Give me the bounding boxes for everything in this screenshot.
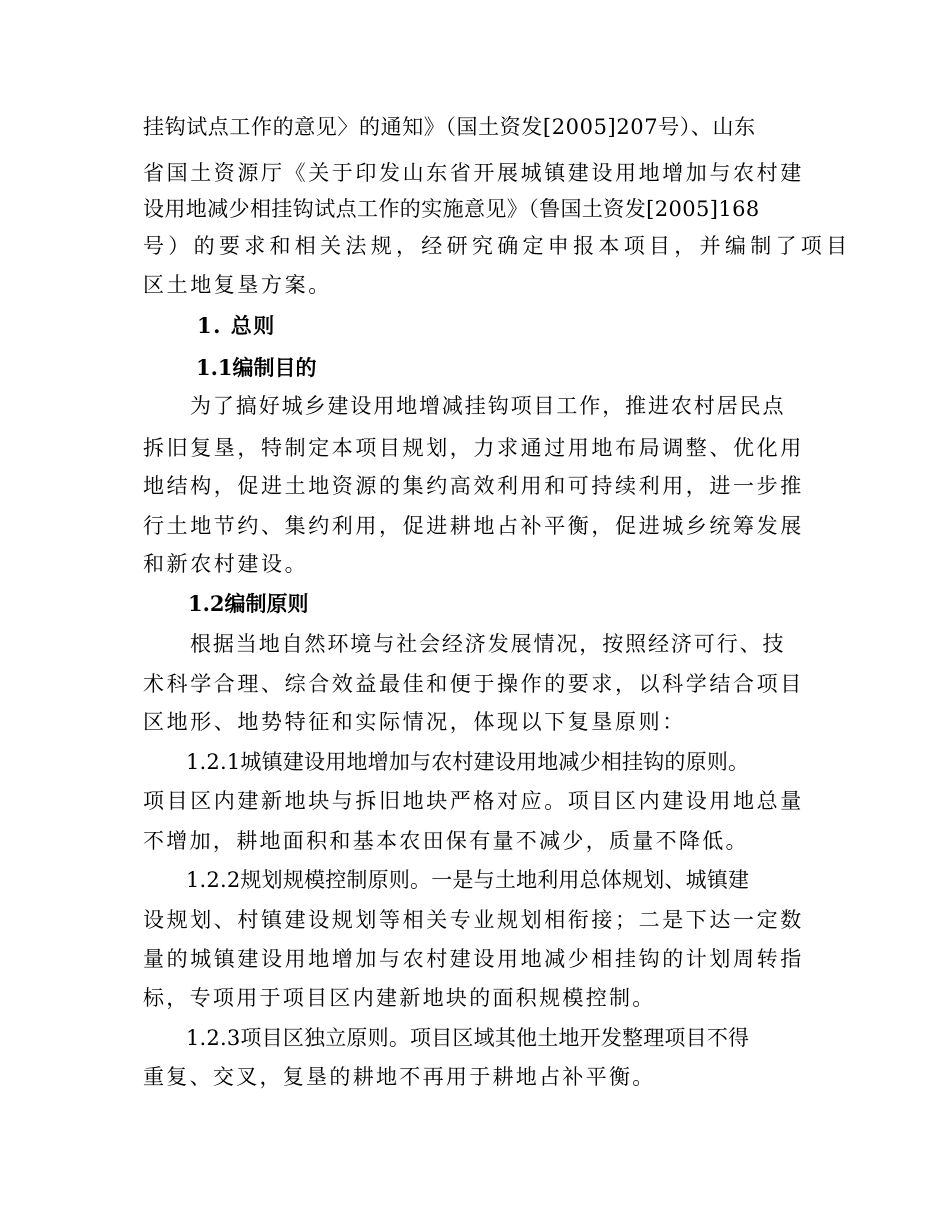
paragraph-line: 1.2.3项目区独立原则。项目区域其他土地开发整理项目不得 [186, 1026, 750, 1050]
paragraph-line: 重复、交叉，复垦的耕地不再用于耕地占补平衡。 [143, 1065, 656, 1089]
section-heading: 1. 总则 [197, 313, 276, 338]
paragraph-line: 设规划、村镇建设规划等相关专业规划相衔接；二是下达一定数 [143, 908, 804, 932]
paragraph-line: 为了搞好城乡建设用地增减挂钩项目工作，推进农村居民点 [190, 394, 786, 418]
paragraph-line: 地结构，促进土地资源的集约高效利用和可持续利用，进一步推 [143, 474, 804, 498]
paragraph-line: 标，专项用于项目区内建新地块的面积规模控制。 [143, 986, 656, 1010]
paragraph-line: 根据当地自然环境与社会经济发展情况，按照经济可行、技 [190, 632, 786, 656]
paragraph-line: 1.2.2规划规模控制原则。一是与土地利用总体规划、城镇建 [186, 868, 750, 892]
paragraph-line: 术科学合理、综合效益最佳和便于操作的要求，以科学结合项目 [143, 672, 804, 696]
paragraph-line: 号）的要求和相关法规，经研究确定申报本项目，并编制了项目 [143, 234, 852, 258]
paragraph-line: 省国土资源厅《关于印发山东省开展城镇建设用地增加与农村建 [143, 161, 804, 185]
paragraph-line: 拆旧复垦，特制定本项目规划，力求通过用地布局调整、优化用 [143, 436, 804, 460]
paragraph-line: 设用地减少相挂钩试点工作的实施意见》（鲁国土资发[2005]168 [143, 197, 760, 221]
paragraph-line: 行土地节约、集约利用，促进耕地占补平衡，促进城乡统筹发展 [143, 514, 804, 538]
paragraph-line: 不增加，耕地面积和基本农田保有量不减少，质量不降低。 [143, 829, 749, 853]
paragraph-line: 和新农村建设。 [143, 552, 309, 576]
paragraph-line: 区土地复垦方案。 [143, 273, 332, 297]
subsection-heading: 1.1编制目的 [196, 355, 317, 380]
paragraph-line: 区地形、地势特征和实际情况，体现以下复垦原则： [143, 710, 686, 734]
paragraph-line: 挂钩试点工作的意见〉的通知》（国土资发[2005]207号）、山东 [143, 115, 756, 139]
subsection-heading: 1.2编制原则 [188, 591, 309, 616]
paragraph-line: 量的城镇建设用地增加与农村建设用地减少相挂钩的计划周转指 [143, 947, 804, 971]
paragraph-line: 项目区内建新地块与拆旧地块严格对应。项目区内建设用地总量 [143, 789, 804, 813]
paragraph-line: 1.2.1城镇建设用地增加与农村建设用地减少相挂钩的原则。 [186, 750, 750, 774]
